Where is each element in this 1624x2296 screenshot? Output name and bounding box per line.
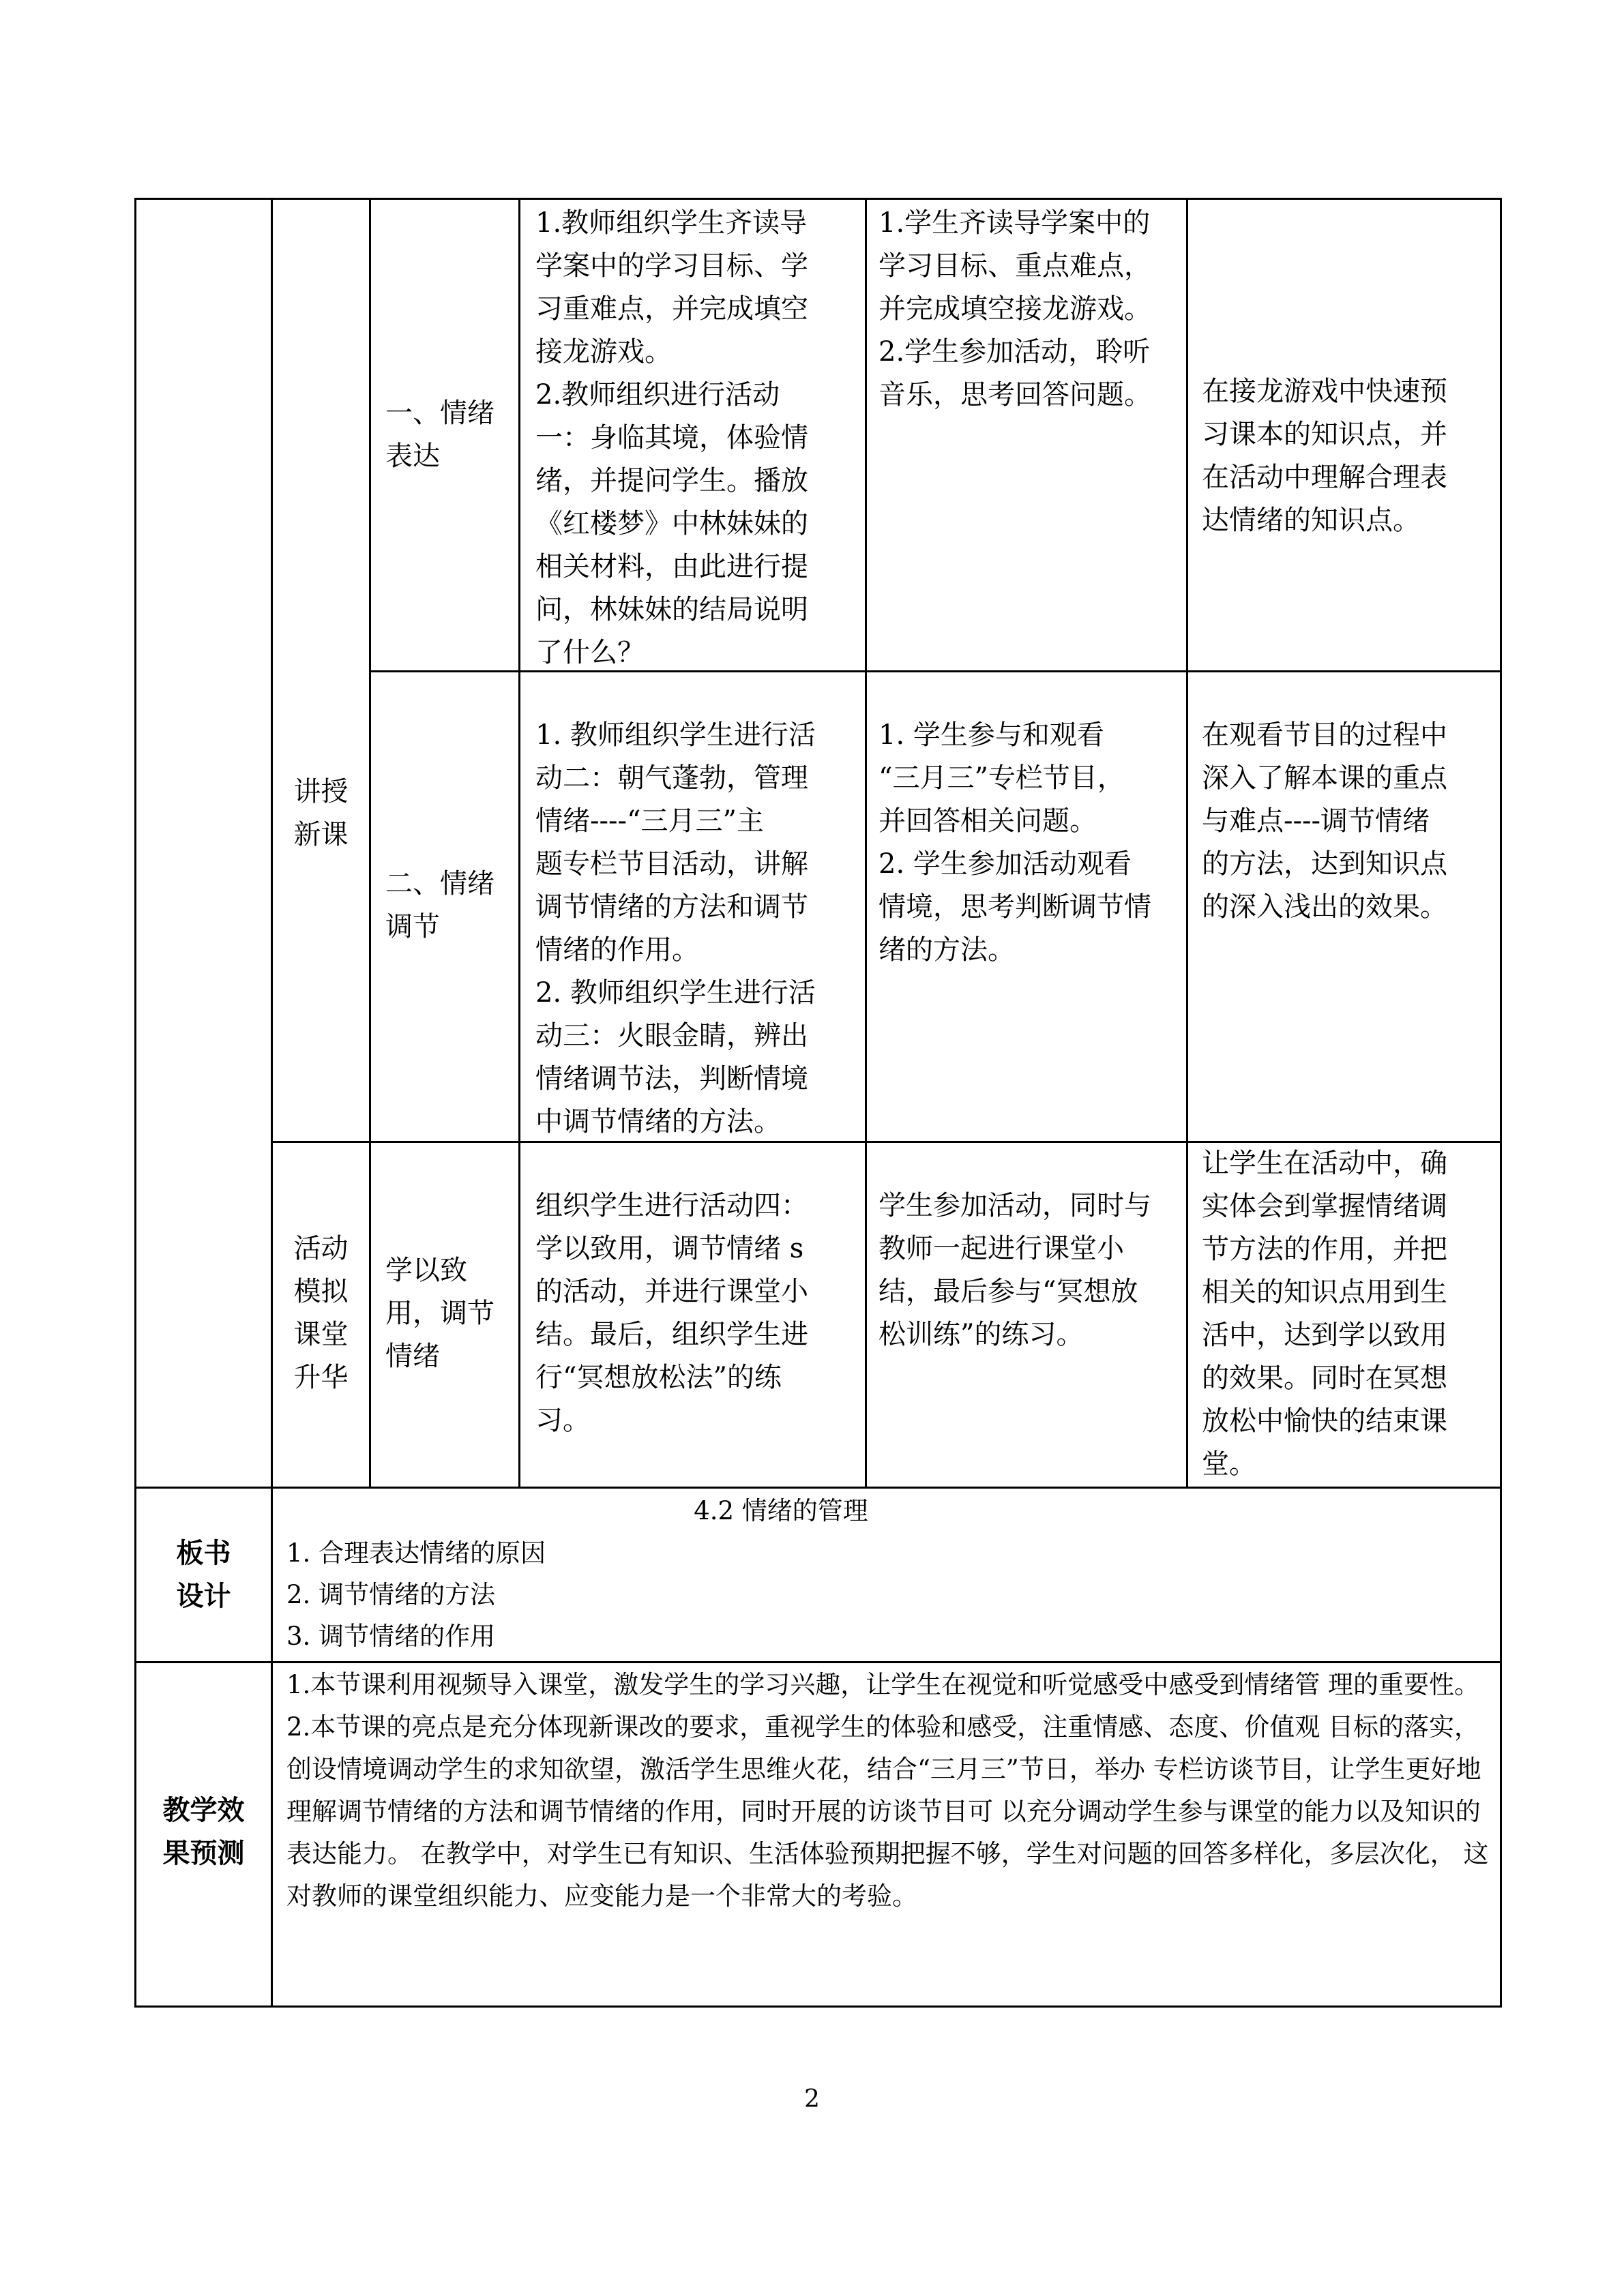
page-number: 2 [804, 2085, 820, 2113]
teacher-activity-2: 1. 教师组织学生进行活 动二：朝气蓬勃，管理 情绪----“三月三”主 题专栏节目活动，讲解 调节情绪的方法和调节 情绪的作用。 2. 教师组织学生进行活 动三：火眼金睛，辨出 情绪调节法，判断情境 中调节情绪的方法。 [535, 719, 816, 1137]
col-line-4 [865, 198, 867, 1488]
section-emotion-expression: 一、情绪 表达 [385, 398, 494, 472]
col-line-5 [1186, 198, 1188, 1488]
col-line-3 [518, 198, 520, 1488]
table-border-top [134, 198, 1502, 200]
board-title: 4.2 情绪的管理 [694, 1496, 868, 1525]
board-item-2: 2. 调节情绪的方法 [286, 1580, 496, 1609]
table-border-right [1500, 198, 1502, 2008]
design-intent-3: 让学生在活动中，确 实体会到掌握情绪调 节方法的作用，并把 相关的知识点用到生 活中，达到学以致用 的效果。同时在冥想 放松中愉快的结束课 堂。 [1202, 1148, 1447, 1480]
stage-label-lecture: 讲授 新课 [293, 776, 349, 850]
effect-text: 1.本节课利用视频导入课堂，激发学生的学习兴趣，让学生在视觉和听觉感受中感受到情绪管 理的重要性。 2.本节课的亮点是充分体现新课改的要求，重视学生的体验和感受，注重情感、态度、价值观 目标的落实，创设情境调动学生的求知欲望，激活学生思维火花，结合“三月三”节日，举办 专栏访谈节目，让学生更好地理解调节情绪的方法和调节情绪的作用，同时开展的访谈节目可 以充分调动学生参与课堂的能力以及知识的表达能力。 在教学中，对学生已有知识、生活体验预期把握不够，学生对问题的回答多样化，多层次化， 这对教师的课堂组织能力、应变能力是一个非常大的考验。 [286, 1670, 1489, 1911]
teacher-activity-3: 组织学生进行活动四： 学以致用，调节情绪 s 的活动，并进行课堂小 结。最后，组织学生进 行“冥想放松法”的练 习。 [535, 1190, 808, 1436]
table-border-left [134, 198, 136, 2008]
section-apply: 学以致 用，调节 情绪 [385, 1255, 494, 1372]
student-activity-1: 1.学生齐读导学案中的 学习目标、重点难点， 并完成填空接龙游戏。 2.学生参加活动，聆听 音乐，思考回答问题。 [879, 207, 1151, 411]
student-activity-3: 学生参加活动，同时与 教师一起进行课堂小 结，最后参与“冥想放 松训练”的练习。 [879, 1190, 1151, 1350]
teacher-activity-1: 1.教师组织学生齐读导 学案中的学习目标、学 习重难点，并完成填空 接龙游戏。 2.教师组织进行活动 一：身临其境，体验情 绪，并提问学生。播放 《红楼梦》中林妹妹的 相关材料，由此进行提 问，林妹妹的结局说明 了什么？ [535, 207, 808, 668]
student-activity-2: 1. 学生参与和观看 “三月三”专栏节目， 并回答相关问题。 2. 学生参加活动观看 情境，思考判断调节情 绪的方法。 [879, 719, 1151, 966]
col-line-1 [271, 198, 273, 2006]
board-design-label: 板书 设计 [176, 1537, 231, 1612]
table-border-bottom [134, 2006, 1502, 2008]
col-line-2 [369, 198, 371, 1488]
design-intent-2: 在观看节目的过程中 深入了解本课的重点 与难点----调节情绪 的方法，达到知识点 的深入浅出的效果。 [1202, 719, 1447, 923]
stage-label-activity: 活动 模拟 课堂 升华 [293, 1233, 349, 1393]
row-line-4 [134, 1661, 1502, 1663]
design-intent-1: 在接龙游戏中快速预 习课本的知识点，并 在活动中理解合理表 达情绪的知识点。 [1202, 376, 1447, 536]
section-emotion-regulation: 二、情绪 调节 [385, 868, 494, 942]
row-line-3 [134, 1487, 1502, 1489]
board-item-1: 1. 合理表达情绪的原因 [286, 1538, 546, 1568]
board-item-3: 3. 调节情绪的作用 [286, 1622, 496, 1651]
effect-label: 教学效 果预测 [162, 1794, 245, 1869]
